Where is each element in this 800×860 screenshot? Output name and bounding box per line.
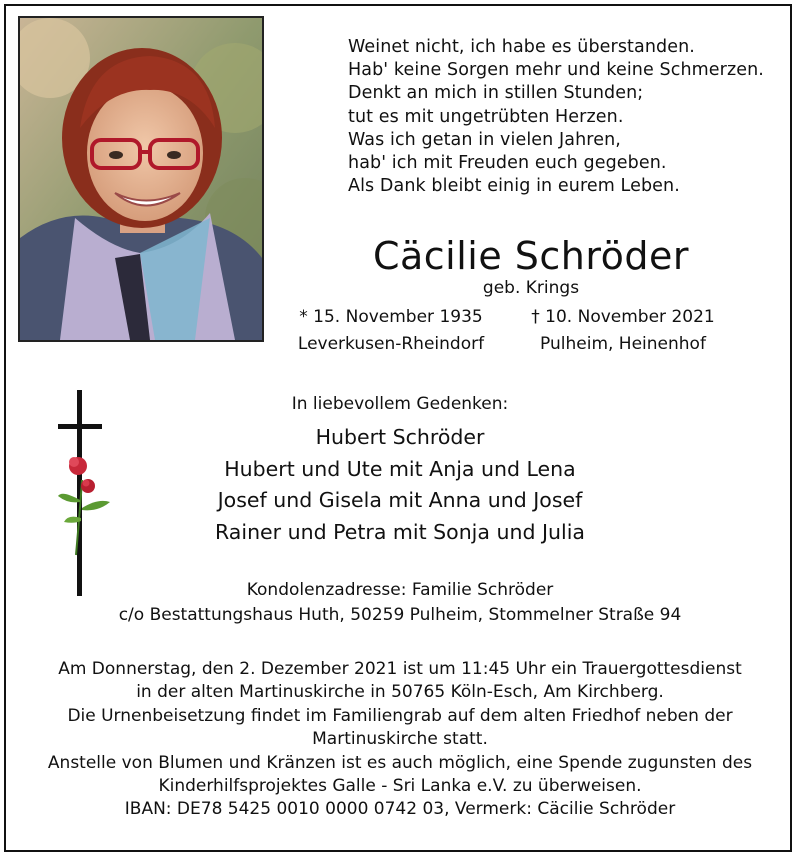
family-member: Hubert und Ute mit Anja und Lena [224, 456, 576, 481]
birth-date: * 15. November 1935 [299, 307, 483, 327]
death-info [508, 304, 738, 358]
poem-line: Was ich getan in vielen Jahren, [348, 129, 621, 150]
condolence-line: Kondolenzadresse: Familie Schröder [246, 580, 554, 600]
family-member: Hubert Schröder [315, 425, 485, 449]
condolence-address [6, 578, 794, 627]
poem-line: Als Dank bleibt einig in eurem Leben. [348, 176, 680, 197]
poem-line: Hab' keine Sorgen mehr und keine Schmerzen. [348, 60, 764, 81]
memorial-intro: In liebevollem Gedenken: [291, 394, 509, 414]
poem-line: tut es mit ungetrübten Herzen. [348, 106, 624, 127]
death-date: † 10. November 2021 [531, 307, 715, 327]
portrait-photo [18, 16, 264, 342]
service-line: Kinderhilfsprojektes Galle - Sri Lanka e.V. zu überweisen. [158, 776, 642, 797]
birth-info [276, 304, 506, 358]
service-line: Martinuskirche statt. [312, 729, 488, 750]
memorial-section [6, 392, 794, 548]
family-member: Rainer und Petra mit Sonja und Julia [215, 519, 585, 544]
service-line: in der alten Martinuskirche in 50765 Köln-Esch, Am Kirchberg. [136, 682, 664, 703]
service-line: Anstelle von Blumen und Kränzen ist es auch möglich, eine Spende zugunsten des [47, 752, 753, 773]
poem-line: Weinet nicht, ich habe es überstanden. [348, 37, 695, 57]
service-line: IBAN: DE78 5425 0010 0000 0742 03, Vermerk: Cäcilie Schröder [124, 799, 676, 820]
service-info [6, 658, 794, 822]
service-line: Am Donnerstag, den 2. Dezember 2021 ist um 11:45 Uhr ein Trauergottesdienst [58, 659, 742, 679]
poem-line: Denkt an mich in stillen Stunden; [348, 83, 644, 104]
born-name: geb. Krings [482, 278, 580, 298]
obituary-card [4, 4, 792, 852]
service-line: Die Urnenbeisetzung findet im Familiengrab auf dem alten Friedhof neben der [67, 705, 733, 726]
poem [348, 36, 764, 198]
death-place: Pulheim, Heinenhof [540, 334, 706, 354]
family-member: Josef und Gisela mit Anna und Josef [217, 488, 583, 512]
deceased-name: Cäcilie Schröder [372, 234, 690, 278]
portrait-illustration [20, 18, 262, 340]
poem-line: hab' ich mit Freuden euch gegeben. [348, 153, 667, 174]
birth-place: Leverkusen-Rheindorf [297, 334, 485, 354]
condolence-line: c/o Bestattungshaus Huth, 50259 Pulheim, Stommelner Straße 94 [118, 604, 682, 625]
